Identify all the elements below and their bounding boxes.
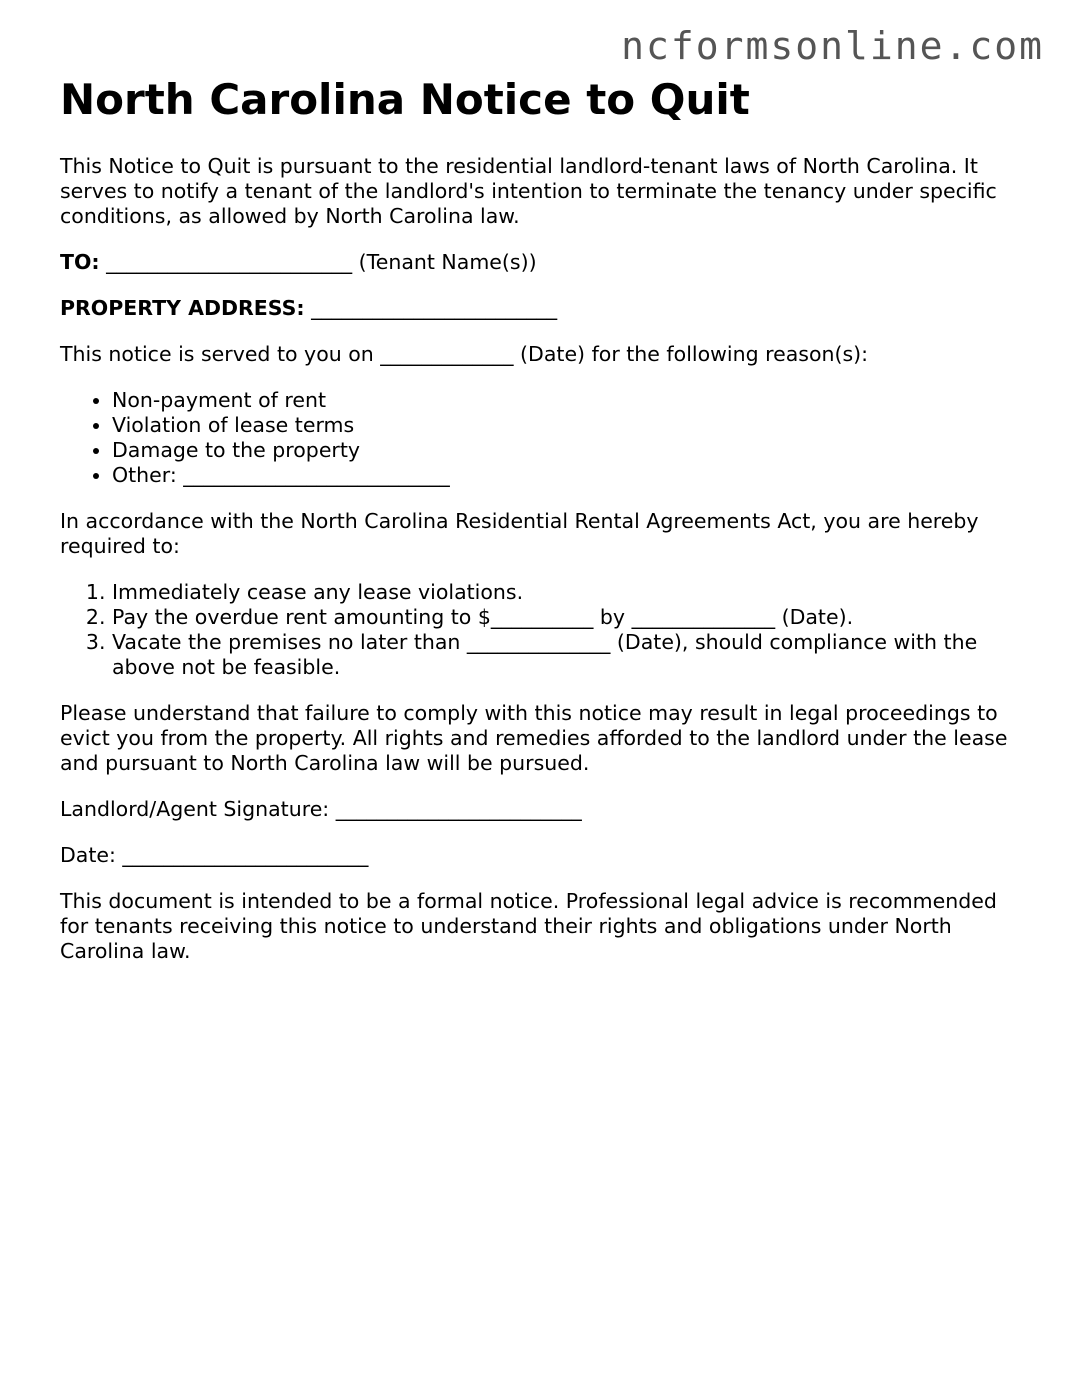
property-address-blank: ________________________ bbox=[311, 296, 558, 320]
property-address-field bbox=[60, 296, 1030, 321]
reason-item: • Violation of lease terms bbox=[112, 413, 1030, 438]
requirement-item: 1. Immediately cease any lease violations. bbox=[112, 580, 1030, 605]
requirement-item: 2. Pay the overdue rent amounting to $__________ by ______________ (Date). bbox=[112, 605, 1030, 630]
act-paragraph: In accordance with the North Carolina Residential Rental Agreements Act, you are hereby required to: bbox=[60, 509, 979, 558]
requirements-list bbox=[60, 580, 1030, 680]
property-address-label: PROPERTY ADDRESS: bbox=[60, 296, 305, 320]
served-line: This notice is served to you on _____________ (Date) for the following reason(s): bbox=[60, 342, 869, 366]
intro-paragraph: This Notice to Quit is pursuant to the residential landlord-tenant laws of North Carolina. It serves to notify a tenant of the landlord's intention to terminate the tenancy under specific conditions, as allowed by North Carolina law. bbox=[60, 154, 997, 228]
to-label: TO: bbox=[60, 250, 100, 274]
to-suffix: (Tenant Name(s)) bbox=[358, 250, 537, 274]
watermark: ncformsonline.com bbox=[621, 24, 1044, 68]
document-page bbox=[60, 74, 1030, 985]
signature-line: Landlord/Agent Signature: ________________________ bbox=[60, 797, 582, 821]
reasons-list bbox=[60, 388, 1030, 488]
warning-paragraph: Please understand that failure to comply with this notice may result in legal proceedings to evict you from the property. All rights and remedies afforded to the landlord under the lease and pursuant to North Carolina law will be pursued. bbox=[60, 701, 1008, 775]
page-title: North Carolina Notice to Quit bbox=[60, 75, 750, 124]
to-blank: ________________________ bbox=[106, 250, 353, 274]
date-line: Date: ________________________ bbox=[60, 843, 369, 867]
reason-item: • Other: __________________________ bbox=[112, 463, 1030, 488]
reason-item: • Damage to the property bbox=[112, 438, 1030, 463]
requirement-item: 3. Vacate the premises no later than ______________ (Date), should compliance with the above not be feasible. bbox=[112, 630, 1030, 680]
disclaimer-paragraph: This document is intended to be a formal notice. Professional legal advice is recommended for tenants receiving this notice to understand their rights and obligations under North Carolina law. bbox=[60, 889, 997, 963]
reason-item: • Non-payment of rent bbox=[112, 388, 1030, 413]
to-field bbox=[60, 250, 1030, 275]
